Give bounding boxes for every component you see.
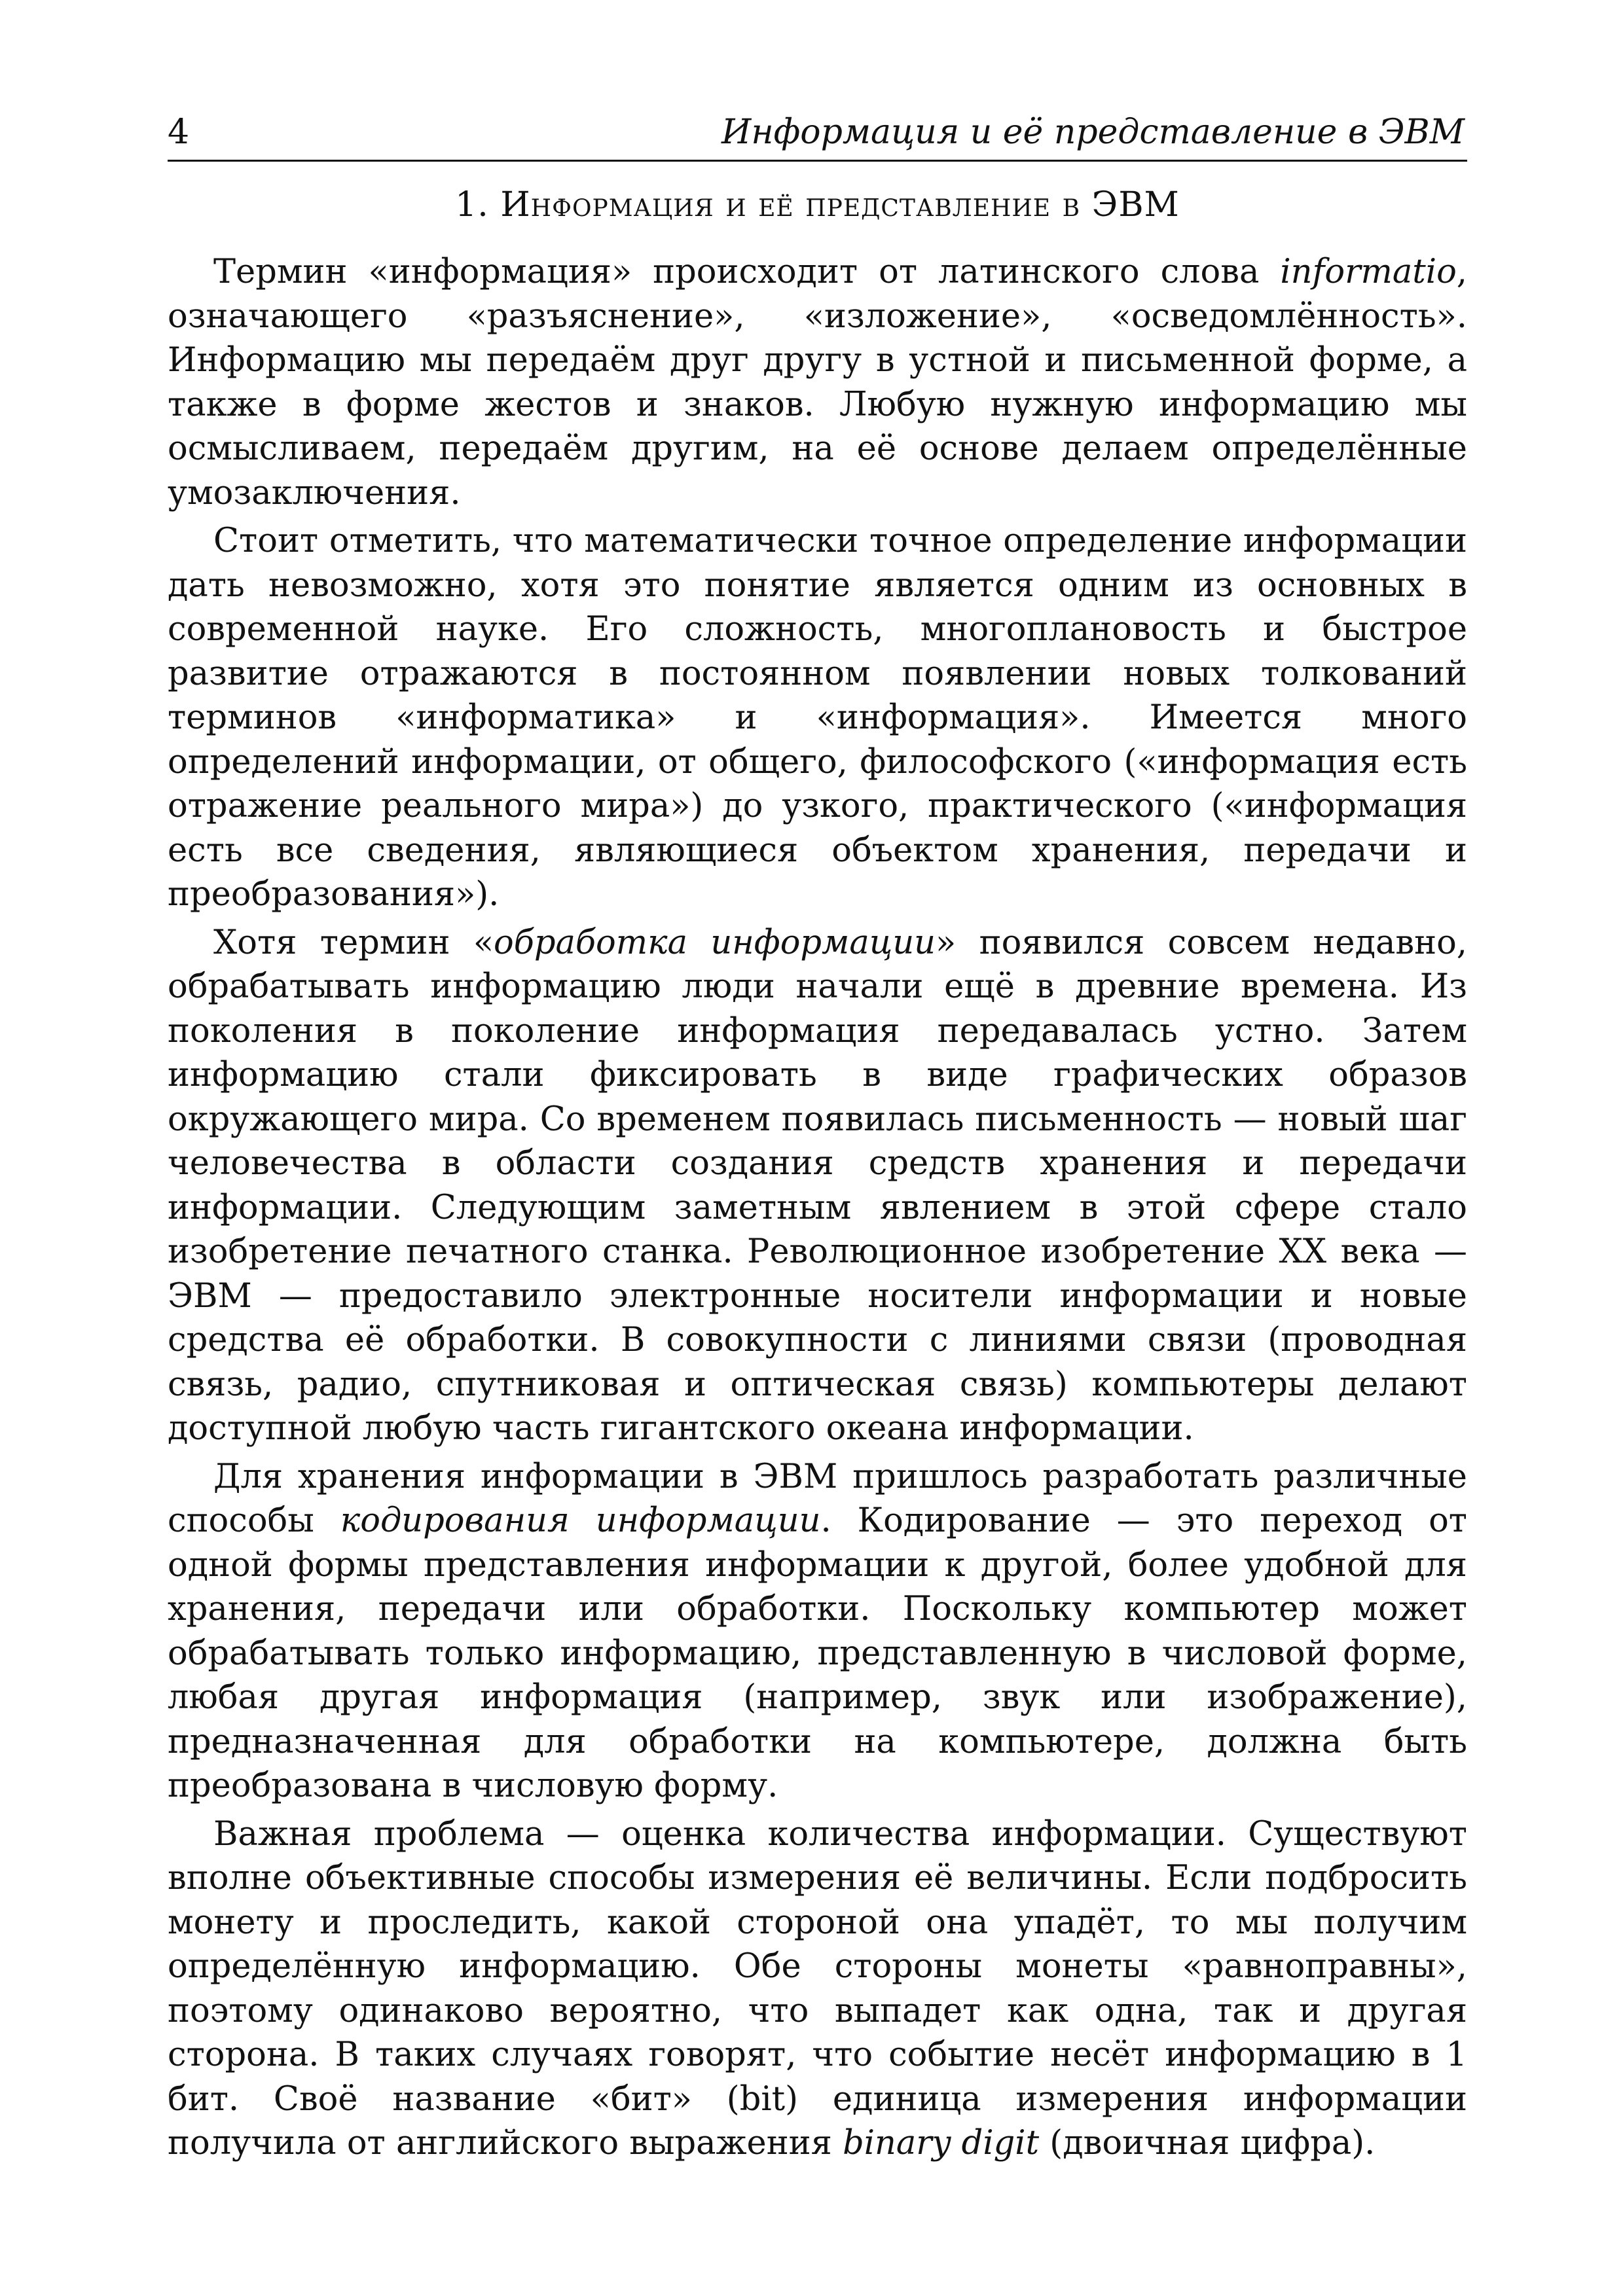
paragraph-4-text-a: Для хранения информации в ЭВМ пришлось разработать различные способы — [168, 1457, 1467, 1540]
paragraph-3 — [168, 921, 1467, 1451]
body-text — [168, 250, 1467, 2166]
paragraph-1-term: informatio — [1280, 253, 1457, 291]
paragraph-1-text-b: , означающего «разъяснение», «изложение», «осведомлённость». Информацию мы передаём друг другу в устной и письменной форме, а также в форме жестов и знаков. Любую нужную информацию мы осмысливаем, передаём другим, на её основе делаем определённые умозаключения. — [168, 253, 1467, 512]
paragraph-3-text-a: Хотя термин « — [213, 923, 494, 962]
paragraph-5-text-a: Важная проблема — оценка количества информации. Существуют вполне объективные способы измерения её величины. Если подбросить монету и проследить, какой стороной она упадёт, то мы получим определённую информацию. Обе стороны монеты «равноправны», поэтому одинаково вероятно, что выпадет как одна, так и другая сторона. В таких случаях говорят, что событие несёт информацию в 1 бит. Своё название «бит» (bit) единица измерения информации получила от английского выражения — [168, 1814, 1467, 2162]
paragraph-4 — [168, 1455, 1467, 1808]
paragraph-4-term: кодирования информации — [340, 1501, 821, 1540]
chapter-title — [168, 182, 1467, 228]
page-number: 4 — [168, 113, 190, 152]
paragraph-1-text-a: Термин «информация» происходит от латинского слова — [213, 253, 1281, 291]
running-head: Информация и её представление в ЭВМ — [721, 113, 1465, 152]
chapter-title-text: Информация и её представление в ЭВМ — [500, 185, 1180, 224]
page-header — [168, 110, 1467, 162]
paragraph-5-text-b: (двоичная цифра). — [1039, 2124, 1376, 2162]
paragraph-2 — [168, 519, 1467, 917]
chapter-number: 1. — [455, 185, 489, 224]
paragraph-3-term: обработка информации — [494, 923, 936, 962]
paragraph-2-text: Стоит отметить, что математически точное определение информации дать невозможно, хотя это понятие является одним из основных в современной науке. Его сложность, многоплановость и быстрое развитие отражаются в постоянном появлении новых толкований терминов «информатика» и «информация». Имеется много определений информации, от общего, философского («информация есть отражение реального мира») до узкого, практического («информация есть все сведения, являющиеся объектом хранения, передачи и преобразования»). — [168, 522, 1467, 914]
paragraph-5 — [168, 1812, 1467, 2166]
paragraph-3-text-b: » появился совсем недавно, обрабатывать информацию люди начали ещё в древние времена. Из поколения в поколение информация передавалась устно. Затем информацию стали фиксировать в виде графических образов окружающего мира. Со временем появилась письменность — новый шаг человечества в области создания средств хранения и передачи информации. Следующим заметным явлением в этой сфере стало изобретение печатного станка. Революционное изобретение XX века — ЭВМ — предоставило электронные носители информации и новые средства её обработки. В совокупности с линиями связи (проводная связь, радио, спутниковая и оптическая связь) компьютеры делают доступной любую часть гигантского океана информации. — [168, 923, 1468, 1448]
paragraph-5-term: binary digit — [843, 2124, 1040, 2162]
paragraph-4-text-b: . Кодирование — это переход от одной формы представления информации к другой, более удобной для хранения, передачи или обработки. Поскольку компьютер может обрабатывать только информацию, представленную в числовой форме, любая другая информация (например, звук или изображение), предназначенная для обработки на компьютере, должна быть преобразована в числовую форму. — [168, 1501, 1467, 1805]
paragraph-1 — [168, 250, 1467, 515]
